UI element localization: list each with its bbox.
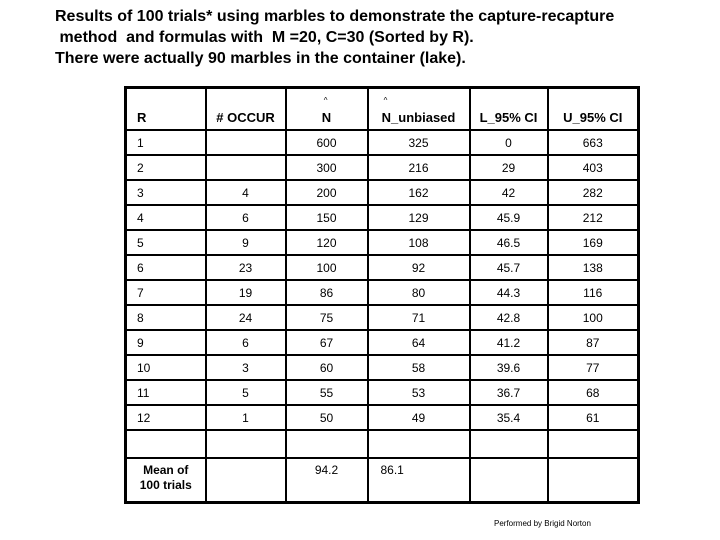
empty-cell <box>206 430 286 458</box>
cell-n-unbiased: 108 <box>368 230 470 255</box>
cell-u95: 282 <box>548 180 639 205</box>
cell-n-unbiased: 58 <box>368 355 470 380</box>
cell-occur: 19 <box>206 280 286 305</box>
empty-cell <box>206 458 286 503</box>
header-n-unbiased <box>368 88 470 131</box>
cell-r: 4 <box>126 205 206 230</box>
empty-cell <box>548 458 639 503</box>
cell-l95: 42.8 <box>470 305 548 330</box>
title-line-2: method and formulas with M =20, C=30 (Sorted by R). <box>55 29 474 46</box>
cell-l95: 0 <box>470 130 548 155</box>
table-row <box>126 405 639 430</box>
cell-n: 150 <box>286 205 368 230</box>
header-n-unbiased-label: ^ N_unbiased <box>382 110 456 125</box>
table-row <box>126 280 639 305</box>
table-row <box>126 305 639 330</box>
header-l95: L_95% CI <box>470 88 548 131</box>
header-u95: U_95% CI <box>548 88 639 131</box>
cell-occur: 6 <box>206 330 286 355</box>
cell-l95: 39.6 <box>470 355 548 380</box>
table-row <box>126 355 639 380</box>
cell-n-unbiased: 80 <box>368 280 470 305</box>
header-row <box>126 88 639 131</box>
page-title <box>55 6 614 69</box>
cell-occur <box>206 155 286 180</box>
cell-u95: 116 <box>548 280 639 305</box>
cell-n: 86 <box>286 280 368 305</box>
cell-l95: 44.3 <box>470 280 548 305</box>
table-row <box>126 130 639 155</box>
cell-l95: 41.2 <box>470 330 548 355</box>
cell-r: 7 <box>126 280 206 305</box>
empty-cell <box>126 430 206 458</box>
table-row <box>126 205 639 230</box>
cell-occur: 6 <box>206 205 286 230</box>
cell-n: 50 <box>286 405 368 430</box>
empty-cell <box>368 430 470 458</box>
cell-n: 600 <box>286 130 368 155</box>
cell-u95: 403 <box>548 155 639 180</box>
cell-l95: 45.9 <box>470 205 548 230</box>
cell-occur: 23 <box>206 255 286 280</box>
credit-text: Performed by Brigid Norton <box>494 519 591 528</box>
cell-n-unbiased: 325 <box>368 130 470 155</box>
cell-r: 8 <box>126 305 206 330</box>
title-line-1: Results of 100 trials* using marbles to demonstrate the capture-recapture <box>55 8 615 25</box>
header-r: R <box>126 88 206 131</box>
cell-n: 75 <box>286 305 368 330</box>
header-n-label: ^ N <box>322 110 331 125</box>
mean-row <box>126 458 639 503</box>
cell-n-unbiased: 49 <box>368 405 470 430</box>
header-occur: # OCCUR <box>206 88 286 131</box>
cell-r: 5 <box>126 230 206 255</box>
cell-occur: 1 <box>206 405 286 430</box>
mean-label-line-2: 100 trials <box>139 478 192 492</box>
cell-n: 200 <box>286 180 368 205</box>
cell-occur: 5 <box>206 380 286 405</box>
cell-n: 60 <box>286 355 368 380</box>
empty-cell <box>470 430 548 458</box>
cell-l95: 45.7 <box>470 255 548 280</box>
cell-occur: 9 <box>206 230 286 255</box>
table-row <box>126 255 639 280</box>
mean-label <box>126 458 206 503</box>
cell-r: 1 <box>126 130 206 155</box>
title-line-3: There were actually 90 marbles in the container (lake). <box>55 50 466 67</box>
cell-n-unbiased: 216 <box>368 155 470 180</box>
table-row <box>126 330 639 355</box>
empty-cell <box>470 458 548 503</box>
cell-u95: 61 <box>548 405 639 430</box>
cell-u95: 87 <box>548 330 639 355</box>
cell-n: 300 <box>286 155 368 180</box>
cell-r: 12 <box>126 405 206 430</box>
cell-n: 120 <box>286 230 368 255</box>
cell-r: 9 <box>126 330 206 355</box>
mean-n: 94.2 <box>286 458 368 503</box>
cell-l95: 42 <box>470 180 548 205</box>
cell-occur: 4 <box>206 180 286 205</box>
cell-occur: 24 <box>206 305 286 330</box>
cell-u95: 77 <box>548 355 639 380</box>
cell-l95: 35.4 <box>470 405 548 430</box>
cell-u95: 212 <box>548 205 639 230</box>
cell-occur <box>206 130 286 155</box>
cell-r: 11 <box>126 380 206 405</box>
header-n <box>286 88 368 131</box>
cell-n-unbiased: 129 <box>368 205 470 230</box>
cell-r: 6 <box>126 255 206 280</box>
cell-u95: 169 <box>548 230 639 255</box>
cell-n-unbiased: 92 <box>368 255 470 280</box>
blank-row <box>126 430 639 458</box>
table-row <box>126 380 639 405</box>
cell-n-unbiased: 64 <box>368 330 470 355</box>
table-row <box>126 180 639 205</box>
cell-r: 10 <box>126 355 206 380</box>
results-table <box>124 86 640 504</box>
empty-cell <box>548 430 639 458</box>
cell-u95: 663 <box>548 130 639 155</box>
cell-n: 67 <box>286 330 368 355</box>
cell-n: 100 <box>286 255 368 280</box>
cell-l95: 46.5 <box>470 230 548 255</box>
cell-u95: 100 <box>548 305 639 330</box>
cell-occur: 3 <box>206 355 286 380</box>
empty-cell <box>286 430 368 458</box>
cell-u95: 138 <box>548 255 639 280</box>
cell-r: 3 <box>126 180 206 205</box>
table-row <box>126 155 639 180</box>
cell-r: 2 <box>126 155 206 180</box>
mean-label-line-1: Mean of <box>143 463 189 477</box>
cell-n-unbiased: 162 <box>368 180 470 205</box>
cell-u95: 68 <box>548 380 639 405</box>
mean-n-unbiased: 86.1 <box>368 458 470 503</box>
table-row <box>126 230 639 255</box>
cell-n: 55 <box>286 380 368 405</box>
cell-n-unbiased: 53 <box>368 380 470 405</box>
cell-l95: 29 <box>470 155 548 180</box>
cell-l95: 36.7 <box>470 380 548 405</box>
cell-n-unbiased: 71 <box>368 305 470 330</box>
